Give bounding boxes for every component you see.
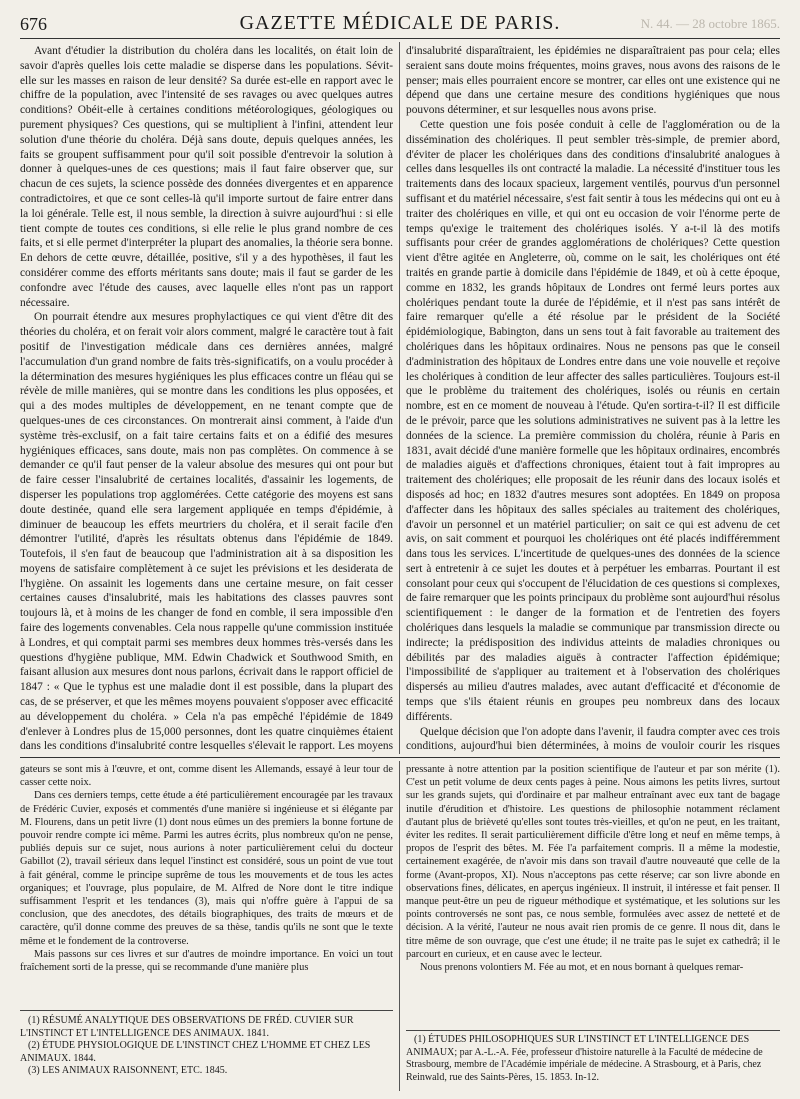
footnote: (1) ÉTUDES PHILOSOPHIQUES SUR L'INSTINCT ET L'INTELLIGENCE DES ANIMAUX; par A.-L.-A. Fée, professeur d'histoire naturelle à la Faculté de médecine de Strasbourg, membre de l'Académie impériale de médecine. A Strasbourg, et à Paris, chez Reinwald, rue des Saints-Pères, 15. 1853. In-12. xyxy=(406,1034,763,1083)
issue-folio: N. 44. — 28 octobre 1865. xyxy=(640,16,780,31)
paragraph: Cette question une fois posée conduit à celle de l'agglomération ou de la dissémination des cholériques. Il peut sembler très-simple, de premier abord, d'éviter de placer les cholériques dans des conditions d'insalubrité analogues à celles dans lesquelles ils ont contracté la maladie. La nécessité d'instituer tous les traitements dans des locaux spacieux, largement ventilés, pourvus d'un personnel suffisant et du matériel nécessaire, s'est fait sentir à tous les médecins qui ont eu à traiter des cholériques en ville, et qui ont eu occasion de voir l'énorme perte de temps qu'exige le traitement des cholériques isolés. Y a-t-il là des motifs suffisants pour créer de grandes agglomérations de cholériques? Cette question vient d'être agitée en Angleterre, où, comme on le sait, les cholériques ont été traités en grande partie à domicile dans l'épidémie de 1849, et où à cette époque, comme en 1832, les grands hôpitaux de Londres ont fermé leurs portes aux cholériques pendant toute la durée de l'épidémie, et il n'est pas sans intérêt de faire remarquer qu'elle a été résolue par le président de la Société épidémiologique, Babington, dans un sens tout à fait favorable au traitement des cholériques dans les hôpitaux ordinaires. Nous ne pensons pas que le conseil d'administration des hôpitaux de Londres entre dans une voie nouvelle et reçoive les cholériques à condition de leur affecter des salles particulières. Toujours est-il que le problème du traitement des cholériques, isolés ou réunis en certain nombre, est en ce moment de nouveau à l'étude. Qu'en sortira-t-il? Il est difficile de le prévoir, parce que les solutions administratives ne suivent pas à la lettre les données de la science. La première commission du choléra, réunie à Paris en 1831, avait décidé d'une manière formelle que les hôpitaux ordinaires, encombrés de maladies aiguës et d'affections chroniques, étaient tout à fait impropres au traitement des cholériques; elle proposait de les réunir dans des locaux isolés et disposés ad hoc; en 1832 d'autres mesures sont adoptées. En 1849 on proposa d'affecter dans les hôpitaux des salles spéciales au traitement des cholériques, d'avoir un personnel et un matériel particulier; on sait ce qui est advenu de cet avis, on sait comment et pourquoi les cholériques ont été placés indifféremment dans tous les services. L'incertitude de quelques-unes des données de la science sert à entretenir à ce sujet les doutes et à perpétuer les embarras. Pourtant il est consolant pour ceux qui s'occupent de l'élucidation de ces questions si complexes, de faire remarquer que les points principaux du problème sont aujourd'hui résolus scientifiquement : le danger de la formation et de l'entretien des foyers cholériques dans lesquels la maladie se communique par transmission directe ou indirecte; la prédisposition des individus atteints de maladies chroniques ou débilités par des maladies aiguës à contracter l'affection épidémique; l'impossibilité de s'appliquer au traitement et à l'observation des cholériques dispersés au milieu d'autres malades, avec autant d'efficacité et d'économie de temps que s'ils étaient réunis en groupes peu nombreux dans des locaux différents. xyxy=(406,118,780,723)
paragraph: Avant d'étudier la distribution du choléra dans les localités, on était loin de savoir d'après quelles lois cette maladie se disperse dans les populations. Sévit-elle sur les masses en raison de leur densité? Sa durée est-elle en rapport avec le chiffre de la population, avec l'intensité de ses ravages ou avec quelques autres conditions? Obéit-elle à certaines conditions météorologiques, géologiques ou purement physiques? Ces questions, qui se multiplient à l'infini, attendent leur solution d'une théorie du choléra. Déjà sans doute, depuis quelques années, les faits se groupent suffisamment pour qu'il soit possible d'entrevoir la solution à donner à quelques-unes de ces questions; mais il faut faire observer que, sur chacun de ces sujets, la science possède des données divergentes et en apparence contradictoires, et que ce sont celles-là qu'il importe surtout de faire entrer dans la loi générale. Telle est, il nous semble, la direction à suivre aujourd'hui : si elle tient compte de toutes ces conditions, si elle relie le plus grand nombre de ces faits, et si elle permet d'interpréter la plupart des anomalies, la théorie sera bonne. En dehors de cette œuvre, détaillée, positive, s'il y a des hypothèses, il faut les considérer comme des efforts méritants sans doute; mais il faut se garder de les confondre avec l'étude des causes, avec laquelle elles n'ont pas un rapport nécessaire. xyxy=(20,45,393,309)
lower-left-column xyxy=(20,763,393,1001)
column-divider xyxy=(399,42,400,754)
footnote-rule xyxy=(406,1030,780,1031)
paragraph: Quelque décision que l'on adopte dans l'avenir, il faudra compter avec ces trois conditions, aujourd'hui bien déterminées, à moins de vouloir courir les risques xyxy=(406,725,780,752)
page-number: 676 xyxy=(20,14,47,34)
footnotes-right xyxy=(406,1034,780,1084)
footnote: (1) RÉSUMÉ ANALYTIQUE DES OBSERVATIONS DE FRÉD. CUVIER SUR L'INSTINCT ET L'INTELLIGENCE DES ANIMAUX. 1841. xyxy=(20,1015,354,1039)
footnotes-left xyxy=(20,1015,393,1078)
footnote: (3) LES ANIMAUX RAISONNENT, ETC. 1845. xyxy=(28,1065,228,1077)
paragraph: On pourrait étendre aux mesures prophylactiques ce qui vient d'être dit des théories du choléra, et on ferait voir alors comment, malgré le caractère tout à fait positif de l'investigation médicale dans ces dernières années, malgré l'accumulation d'un grand nombre de faits très-significatifs, on a voulu procéder à la détermination des mesures hygiéniques les plus efficaces contre un fléau qui se révèle de mille manières, qui se montre dans les conditions les plus opposées, et qui a des modes multiples de développement, en ne tenant compte que de quelques-unes de ces circonstances. On montrerait ainsi comment, à l'aide d'un système très-exclusif, on a fait taire certains faits et on a édifié des mesures hygiéniques efficaces, sans doute, mais non pas complètes. On commence à se demander ce qu'il faut penser de la valeur absolue des mesures qui ont pour but de faire cesser l'insalubrité de certaines localités, d'assainir les logements, de disperser les populations trop agglomérées. Cette catégorie des moyens est sans doute destinée, quand elle sera largement appliquée en temps d'épidémie, à diminuer de beaucoup les effets meurtriers du choléra, et il serait facile d'en démontrer l'utilité, d'après les résultats obtenus dans l'épidémie de 1849. Toutefois, il s'en faut de beaucoup que l'administration ait à sa disposition les moyens de satisfaire complètement à ce sujet les prévisions et les desiderata de l'hygiène. On assainit les logements dans une certaine mesure, on fait cesser certaines causes d'insalubrité, mais les habitations des classes pauvres sont toujours là, et à moins de les changer de fond en comble, il sera impossible d'en faire des logements convenables. Cela nous rappelle qu'une commission instituée à Londres, et qui comptait parmi ses membres deux hommes très-versés dans les questions d'hygiène publique, MM. Edwin Chadwick et Southwood Smith, en faisant allusion aux mesures dont nous parlons, écrivait dans le rapport officiel de 1847 : « Que le typhus est une maladie dont il est possible, dans la plupart des cas, de se préserver, et que les mêmes moyens pouvaient s'opposer avec efficacité au développement du choléra. » Cela n'a pas empêché l'épidémie de 1849 d'enlever à Londres plus de 15,000 personnes, dont les quatre cinquièmes étaient dans les conditions d'insalubrité contre lesquelles s'élevait le rapport. Les moyens xyxy=(20,311,393,752)
section-divider xyxy=(20,757,780,758)
upper-right-column xyxy=(406,44,780,752)
paragraph: gateurs se sont mis à l'œuvre, et ont, comme disent les Allemands, essayé à leur tour de casser cette noix. xyxy=(20,764,393,789)
publication-title: GAZETTE MÉDICALE DE PARIS. xyxy=(239,12,561,34)
lower-right-column xyxy=(406,763,780,1025)
column-divider xyxy=(399,761,400,1091)
page-header xyxy=(20,12,780,39)
paragraph: d'insalubrité disparaîtraient, les épidémies ne disparaîtraient pas pour cela; elles seraient sans doute moins fréquentes, moins graves, nous avons des raisons de le penser; mais elles pourraient encore se montrer, car elles ont une existence qui ne dépend que dans une certaine mesure des conditions hygiéniques que nous pouvons déterminer, et sur lesquelles nous avons prise. xyxy=(406,45,780,117)
footnote: (2) ÉTUDE PHYSIOLOGIQUE DE L'INSTINCT CHEZ L'HOMME ET CHEZ LES ANIMAUX. 1844. xyxy=(20,1040,371,1064)
footnote-rule xyxy=(20,1010,393,1011)
paragraph: Dans ces derniers temps, cette étude a été particulièrement encouragée par les travaux de Frédéric Cuvier, exposés et commentés d'une manière si ingénieuse et si élégante par M. Flourens, dans un petit livre (1) dont nous eûmes un des premiers la bonne fortune de pouvoir rendre compte ici même. Parmi les autres écrits, plus nombreux qu'on ne pense, publiés depuis sur ce sujet, nous aurions à noter particulièrement celui du docteur Gabillot (2), travail sérieux dans lequel l'instinct est considéré, sous un point de vue tout à fait général, comme le principe suprême de tous les mouvements et de tous les actes organiques; et l'ouvrage, plus populaire, de M. Alfred de Nore dont le titre indique suffisamment l'esprit et les tendances (3), mais qui n'offre guère à l'appui de sa conclusion, que des anecdotes, des détails biographiques, des traits de mœurs et de caractère, qu'il donne comme des preuves de sa thèse, tandis qu'ils ne sont que le texte même et le fondement de la controverse. xyxy=(20,790,393,947)
paragraph: pressante à notre attention par la position scientifique de l'auteur et par son mérite (1). C'est un petit volume de deux cents pages à peine. Nous aimons les petits livres, surtout sur les grands sujets, qui d'ordinaire et par malheur entraînant avec eux tant de bagage inutile d'érudition et d'histoire. Les questions de philosophie notamment réclament d'autant plus de brièveté qu'elles sont toutes très-vieilles, et qu'on ne peut, en les traitant, éviter les redites. Il serait particulièrement difficile d'être long et neuf en même temps, à propos de l'esprit des bêtes. M. Fée l'a parfaitement compris. Il a même la modestie, certainement exagérée, de n'avoir mis dans son travail d'autre nouveauté que celle de la forme (Avant-propos, XI). Nous n'acceptons pas cette réserve; car son livre abonde en observations fines, délicates, en aperçus ingénieux. Il instruit, il intéresse et fait penser. Il manque peut-être un peu de rigueur méthodique et systématique, et les solutions sur les points controversés ne sont pas, ce nous semble, formulées avec assez de netteté et de décision. A la vérité, l'auteur ne nous avait rien promis de ce genre. Il nous dit, dans le titre même de son ouvrage, que c'est une étude; il ne traite pas le sujet ex cathedrâ; il le parcourt en curieux, et en cause avec le lecteur. xyxy=(406,764,780,960)
upper-left-column xyxy=(20,44,393,752)
paragraph: Nous prenons volontiers M. Fée au mot, et en nous bornant à quelques remar- xyxy=(420,962,744,974)
paragraph: Mais passons sur ces livres et sur d'autres de moindre importance. En voici un tout fraîchement sorti de la presse, qui se recommande d'une manière plus xyxy=(20,948,393,974)
